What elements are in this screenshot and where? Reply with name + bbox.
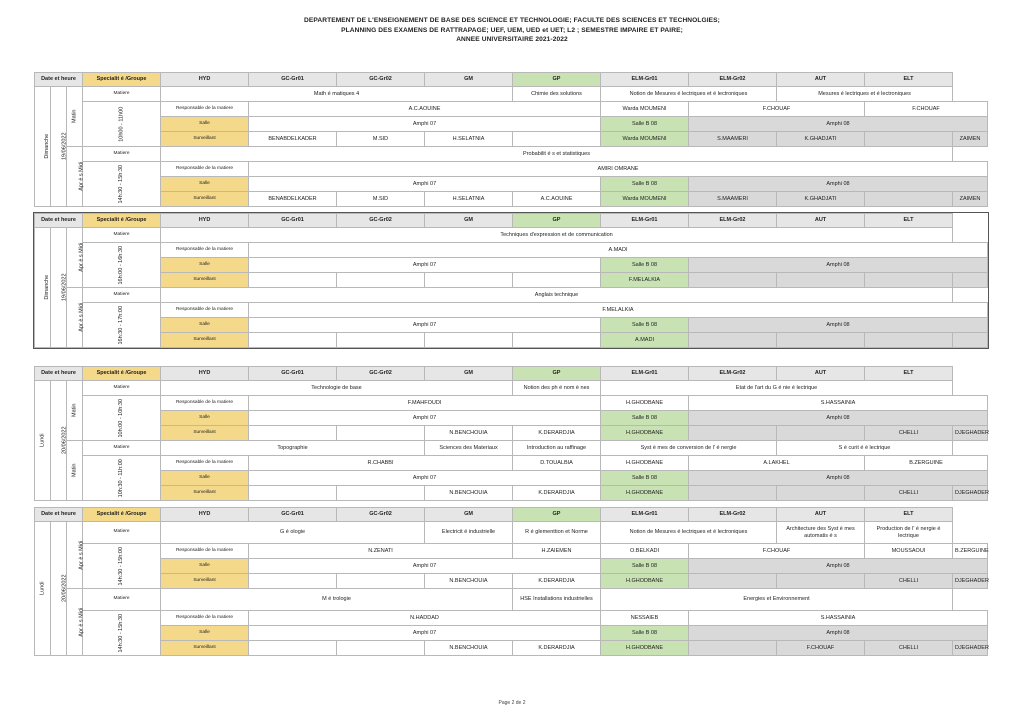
table-row — [35, 177, 988, 192]
matiere-cell: Math é matiques 4 — [161, 87, 513, 102]
responsable-cell: A.MADI — [249, 243, 988, 258]
matiere-cell: Mesures é lectriques et é lectroniques — [777, 87, 953, 102]
salle-cell: Amphi 07 — [249, 258, 601, 273]
col-gc-gr01: GC-Gr01 — [249, 214, 337, 228]
table-row — [35, 486, 988, 501]
surveillant-cell — [689, 426, 777, 441]
surveillant-cell: K.GHADJATI — [777, 192, 865, 207]
row-label: Surveillant — [161, 273, 249, 288]
col-gp: GP — [513, 508, 601, 522]
matiere-cell: Syst è mes de conversion de l' é nergie — [601, 441, 777, 456]
matiere-cell: Production de l' é nergie é lectrique — [865, 522, 953, 544]
time-cell: 14h:30 - 15h:30 — [83, 162, 161, 207]
surveillant-cell: M.SID — [337, 132, 425, 147]
period-cell: Apr è s Midi — [67, 228, 83, 288]
surveillant-cell — [689, 273, 777, 288]
col-elm-gr02: ELM-Gr02 — [689, 367, 777, 381]
salle-cell: Salle B 08 — [601, 411, 689, 426]
salle-cell: Salle B 08 — [601, 559, 689, 574]
responsable-cell: R.CHABBI — [249, 456, 513, 471]
surveillant-cell: H.SELATNIA — [425, 132, 513, 147]
row-label: Matiere — [83, 87, 161, 102]
surveillant-cell: H.GHODBANE — [601, 426, 689, 441]
salle-cell: Amphi 07 — [249, 471, 601, 486]
col-date-heure: Date et heure — [35, 508, 83, 522]
header-row — [35, 73, 988, 87]
row-label: Surveillant — [161, 333, 249, 348]
col-date-heure: Date et heure — [35, 367, 83, 381]
col-hyd: HYD — [161, 73, 249, 87]
surveillant-cell — [425, 333, 513, 348]
surveillant-cell — [513, 132, 601, 147]
salle-cell: Amphi 07 — [249, 318, 601, 333]
surveillant-cell: DJEGHADER — [953, 486, 988, 501]
surveillant-cell — [249, 273, 337, 288]
surveillant-cell: CHELLI — [865, 426, 953, 441]
row-label: Surveillant — [161, 486, 249, 501]
surveillant-cell — [513, 333, 601, 348]
period-cell: Matin — [67, 381, 83, 441]
col-aut: AUT — [777, 508, 865, 522]
row-label: Salle — [161, 318, 249, 333]
row-label: Responsable de la matiere — [161, 102, 249, 117]
row-label: Surveillant — [161, 641, 249, 656]
matiere-cell: Chimie des solutions — [513, 87, 601, 102]
surveillant-cell: N.BENCHOUIA — [425, 486, 513, 501]
matiere-cell: Etat de l'art du G é nie é lectrique — [601, 381, 953, 396]
matiere-cell: Architecture des Syst è mes automatis é s — [777, 522, 865, 544]
table-row — [35, 117, 988, 132]
table-row — [35, 626, 988, 641]
row-label: Salle — [161, 559, 249, 574]
matiere-cell: Introduction au raffinage — [513, 441, 601, 456]
surveillant-cell: DJEGHADER — [953, 574, 988, 589]
time-cell: 10h:00 - 10h:30 — [83, 396, 161, 441]
surveillant-cell: H.SELATNIA — [425, 192, 513, 207]
schedule-block-1 — [34, 72, 988, 207]
table-row — [35, 162, 988, 177]
salle-cell: Amphi 08 — [689, 626, 988, 641]
surveillant-cell — [865, 273, 953, 288]
surveillant-cell — [337, 273, 425, 288]
table-row — [35, 381, 988, 396]
surveillant-cell: ZAIMEN — [953, 132, 988, 147]
surveillant-cell — [777, 426, 865, 441]
table-row — [35, 318, 988, 333]
salle-cell: Salle B 08 — [601, 258, 689, 273]
row-label: Responsable de la matiere — [161, 456, 249, 471]
salle-cell: Amphi 08 — [689, 411, 988, 426]
col-date-heure: Date et heure — [35, 214, 83, 228]
matiere-cell: Probabilit é s et statistiques — [161, 147, 953, 162]
day-cell: Lundi — [35, 381, 51, 501]
matiere-cell: Topographie — [161, 441, 425, 456]
salle-cell: Salle B 08 — [601, 471, 689, 486]
period-cell: Matin — [67, 87, 83, 147]
row-label: Matiere — [83, 522, 161, 544]
surveillant-cell: K.DERARDJIA — [513, 426, 601, 441]
row-label: Responsable de la matiere — [161, 544, 249, 559]
table-row — [35, 611, 988, 626]
table-row — [35, 87, 988, 102]
col-hyd: HYD — [161, 508, 249, 522]
page-header — [0, 16, 1024, 45]
col-aut: AUT — [777, 214, 865, 228]
row-label: Responsable de la matiere — [161, 162, 249, 177]
surveillant-cell: A.C.AOUINE — [513, 192, 601, 207]
surveillant-cell — [777, 273, 865, 288]
time-cell: 14h:30 - 15h:00 — [83, 544, 161, 589]
surveillant-cell: S.MAAMERI — [689, 192, 777, 207]
col-elm-gr01: ELM-Gr01 — [601, 73, 689, 87]
surveillant-cell: K.DERARDJIA — [513, 486, 601, 501]
salle-cell: Salle B 08 — [601, 177, 689, 192]
row-label: Salle — [161, 117, 249, 132]
surveillant-cell: DJEGHADER — [953, 641, 988, 656]
responsable-cell: S.HASSAINIA — [689, 611, 988, 626]
table-row — [35, 589, 988, 611]
row-label: Salle — [161, 411, 249, 426]
surveillant-cell: M.SID — [337, 192, 425, 207]
time-cell: 16h:00 - 16h:30 — [83, 243, 161, 288]
responsable-cell: F.CHOUAF — [689, 544, 865, 559]
surveillant-cell: K.DERARDJIA — [513, 574, 601, 589]
surveillant-cell — [865, 333, 953, 348]
surveillant-cell — [689, 641, 777, 656]
table-row — [35, 441, 988, 456]
col-aut: AUT — [777, 73, 865, 87]
responsable-cell: F.MELALKIA — [249, 303, 988, 318]
matiere-cell: G é ologie — [161, 522, 425, 544]
row-label: Matiere — [83, 147, 161, 162]
matiere-cell: Anglais technique — [161, 288, 953, 303]
surveillant-cell: H.GHODBANE — [601, 641, 689, 656]
table-row — [35, 147, 988, 162]
header-line-1: DEPARTEMENT DE L'ENSEIGNEMENT DE BASE DES SCIENCE ET TECHNOLOGIE; FACULTE DES SCIENCES ET TECHNOLGIES; — [304, 17, 720, 24]
matiere-cell: R é glementtion et Norme — [513, 522, 601, 544]
col-elt: ELT — [865, 367, 953, 381]
salle-cell: Amphi 08 — [689, 318, 988, 333]
surveillant-cell: S.MAAMERI — [689, 132, 777, 147]
header-line-3: ANNEE UNIVERSITAIRE 2021-2022 — [456, 36, 568, 43]
surveillant-cell — [689, 574, 777, 589]
col-specialite: Specialit é /Groupe — [83, 367, 161, 381]
col-elm-gr02: ELM-Gr02 — [689, 508, 777, 522]
surveillant-cell: BENABDELKADER — [249, 192, 337, 207]
surveillant-cell: K.DERARDJIA — [513, 641, 601, 656]
period-cell: Apr è s Midi — [67, 147, 83, 207]
salle-cell: Amphi 08 — [689, 258, 988, 273]
surveillant-cell: DJEGHADER — [953, 426, 988, 441]
header-row — [35, 214, 988, 228]
surveillant-cell — [953, 273, 988, 288]
responsable-cell: N.HADDAD — [249, 611, 601, 626]
responsable-cell: B.ZERGUINE — [865, 456, 988, 471]
period-cell: Apr è s Midi — [67, 288, 83, 348]
surveillant-cell — [337, 333, 425, 348]
responsable-cell: F.CHOUAF — [689, 102, 865, 117]
table-row — [35, 243, 988, 258]
salle-cell: Amphi 07 — [249, 411, 601, 426]
row-label: Surveillant — [161, 574, 249, 589]
matiere-cell: M é trologie — [161, 589, 513, 611]
table-row — [35, 192, 988, 207]
table-row — [35, 544, 988, 559]
surveillant-cell — [689, 333, 777, 348]
salle-cell: Salle B 08 — [601, 117, 689, 132]
row-label: Surveillant — [161, 192, 249, 207]
col-gc-gr02: GC-Gr02 — [337, 214, 425, 228]
col-gc-gr01: GC-Gr01 — [249, 508, 337, 522]
row-label: Responsable de la matiere — [161, 611, 249, 626]
surveillant-cell — [777, 574, 865, 589]
table-row — [35, 333, 988, 348]
surveillant-cell: N.BENCHOUIA — [425, 641, 513, 656]
schedule-block-4 — [34, 507, 988, 656]
row-label: Salle — [161, 626, 249, 641]
salle-cell: Amphi 08 — [689, 559, 988, 574]
surveillant-cell — [249, 333, 337, 348]
surveillant-cell: CHELLI — [865, 641, 953, 656]
surveillant-cell — [425, 273, 513, 288]
table-row — [35, 522, 988, 544]
col-specialite: Specialit é /Groupe — [83, 214, 161, 228]
col-gm: GM — [425, 73, 513, 87]
table-row — [35, 273, 988, 288]
row-label: Responsable de la matiere — [161, 243, 249, 258]
col-hyd: HYD — [161, 367, 249, 381]
row-label: Surveillant — [161, 426, 249, 441]
matiere-cell: Notion de Mesures é lectriques et é lectroniques — [601, 87, 777, 102]
col-gp: GP — [513, 73, 601, 87]
surveillant-cell — [865, 132, 953, 147]
responsable-cell: NESSAIEB — [601, 611, 689, 626]
responsable-cell: A.C.AOUINE — [249, 102, 601, 117]
surveillant-cell: K.GHADJATI — [777, 132, 865, 147]
responsable-cell: S.HASSAINIA — [689, 396, 988, 411]
surveillant-cell: CHELLI — [865, 574, 953, 589]
surveillant-cell — [513, 273, 601, 288]
surveillant-cell — [249, 641, 337, 656]
schedule-block-3 — [34, 366, 988, 501]
salle-cell: Amphi 07 — [249, 117, 601, 132]
date-cell: 20/06/2022 — [51, 381, 67, 501]
period-cell: Matin — [67, 441, 83, 501]
col-specialite: Specialit é /Groupe — [83, 73, 161, 87]
matiere-cell: S é curit é é lectrique — [777, 441, 953, 456]
surveillant-cell — [953, 333, 988, 348]
time-cell: 14h:30 - 15h:30 — [83, 611, 161, 656]
table-row — [35, 102, 988, 117]
day-cell: Dimanche — [35, 228, 51, 348]
row-label: Matiere — [83, 589, 161, 611]
time-cell: 10h:30 - 11h:00 — [83, 456, 161, 501]
col-gc-gr01: GC-Gr01 — [249, 73, 337, 87]
table-row — [35, 641, 988, 656]
responsable-cell: H.GHODBANE — [601, 456, 689, 471]
col-gm: GM — [425, 214, 513, 228]
matiere-cell: Electricit é industrielle — [425, 522, 513, 544]
header-row — [35, 508, 988, 522]
col-hyd: HYD — [161, 214, 249, 228]
surveillant-cell — [249, 426, 337, 441]
responsable-cell: H.ZAIEMEN — [513, 544, 601, 559]
col-gm: GM — [425, 367, 513, 381]
surveillant-cell: Warda MOUMENI — [601, 192, 689, 207]
matiere-cell: Notion des ph é nom è nes — [513, 381, 601, 396]
surveillant-cell: H.GHODBANE — [601, 486, 689, 501]
responsable-cell: F.CHOUAF — [865, 102, 988, 117]
salle-cell: Amphi 08 — [689, 117, 988, 132]
surveillant-cell: CHELLI — [865, 486, 953, 501]
surveillant-cell: BENABDELKADER — [249, 132, 337, 147]
surveillant-cell — [865, 192, 953, 207]
surveillant-cell: ZAIMEN — [953, 192, 988, 207]
col-specialite: Specialit é /Groupe — [83, 508, 161, 522]
salle-cell: Salle B 08 — [601, 626, 689, 641]
row-label: Salle — [161, 258, 249, 273]
responsable-cell: D.TOUALBIA — [513, 456, 601, 471]
surveillant-cell — [337, 426, 425, 441]
matiere-cell: Sciences des Materiaux — [425, 441, 513, 456]
col-date-heure: Date et heure — [35, 73, 83, 87]
table-row — [35, 132, 988, 147]
col-elt: ELT — [865, 508, 953, 522]
row-label: Responsable de la matiere — [161, 396, 249, 411]
table-row — [35, 411, 988, 426]
table-row — [35, 288, 988, 303]
surveillant-cell — [337, 574, 425, 589]
col-elm-gr02: ELM-Gr02 — [689, 214, 777, 228]
surveillant-cell: F.CHOUAF — [777, 641, 865, 656]
responsable-cell: B.ZERGUINE — [953, 544, 988, 559]
time-cell: 16h:30 - 17h:00 — [83, 303, 161, 348]
table-row — [35, 396, 988, 411]
responsable-cell: H.GHODBANE — [601, 396, 689, 411]
col-gc-gr02: GC-Gr02 — [337, 73, 425, 87]
matiere-cell: Notion de Mesures é lectriques et é lectroniques — [601, 522, 777, 544]
surveillant-cell — [249, 486, 337, 501]
salle-cell: Amphi 07 — [249, 177, 601, 192]
salle-cell: Amphi 07 — [249, 559, 601, 574]
col-elt: ELT — [865, 73, 953, 87]
matiere-cell: Energies et Environnement — [601, 589, 953, 611]
col-gm: GM — [425, 508, 513, 522]
surveillant-cell — [249, 574, 337, 589]
surveillant-cell: F.MELALKIA — [601, 273, 689, 288]
table-row — [35, 559, 988, 574]
table-row — [35, 456, 988, 471]
responsable-cell: A.LAKHEL — [689, 456, 865, 471]
header-line-2: PLANNING DES EXAMENS DE RATTRAPAGE; UEF, UEM, UED et UET; L2 ; SEMESTRE IMPAIRE ET PAIRE; — [341, 26, 683, 34]
table-row — [35, 303, 988, 318]
table-row — [35, 426, 988, 441]
salle-cell: Amphi 08 — [689, 177, 988, 192]
matiere-cell: Technologie de base — [161, 381, 513, 396]
date-cell: 20/06/2022 — [51, 522, 67, 656]
header-row — [35, 367, 988, 381]
page-footer: Page 2 de 2 — [498, 700, 526, 706]
date-cell: 19/06/2022 — [51, 87, 67, 207]
row-label: Salle — [161, 177, 249, 192]
row-label: Responsable de la matiere — [161, 303, 249, 318]
schedule-block-2 — [34, 213, 988, 348]
row-label: Matiere — [83, 441, 161, 456]
surveillant-cell — [777, 486, 865, 501]
table-row — [35, 228, 988, 243]
row-label: Matiere — [83, 381, 161, 396]
col-gc-gr02: GC-Gr02 — [337, 508, 425, 522]
surveillant-cell — [777, 333, 865, 348]
col-elm-gr02: ELM-Gr02 — [689, 73, 777, 87]
surveillant-cell: N.BENCHOUIA — [425, 426, 513, 441]
row-label: Salle — [161, 471, 249, 486]
col-elt: ELT — [865, 214, 953, 228]
surveillant-cell — [337, 641, 425, 656]
surveillant-cell — [337, 486, 425, 501]
date-cell: 19/06/2022 — [51, 228, 67, 348]
day-cell: Lundi — [35, 522, 51, 656]
responsable-cell: F.MAHFOUDI — [249, 396, 601, 411]
table-row — [35, 258, 988, 273]
salle-cell: Salle B 08 — [601, 318, 689, 333]
col-elm-gr01: ELM-Gr01 — [601, 214, 689, 228]
surveillant-cell: H.GHODBANE — [601, 574, 689, 589]
col-elm-gr01: ELM-Gr01 — [601, 508, 689, 522]
surveillant-cell: N.BENCHOUIA — [425, 574, 513, 589]
salle-cell: Amphi 07 — [249, 626, 601, 641]
col-gc-gr01: GC-Gr01 — [249, 367, 337, 381]
table-row — [35, 471, 988, 486]
surveillant-cell: Warda MOUMENI — [601, 132, 689, 147]
responsable-cell: MOUSSAOUI — [865, 544, 953, 559]
matiere-cell: Techniques d'expression et de communication — [161, 228, 953, 243]
row-label: Matiere — [83, 228, 161, 243]
responsable-cell: O.BELKADI — [601, 544, 689, 559]
col-gc-gr02: GC-Gr02 — [337, 367, 425, 381]
responsable-cell: N.ZENATI — [249, 544, 513, 559]
surveillant-cell — [689, 486, 777, 501]
col-elm-gr01: ELM-Gr01 — [601, 367, 689, 381]
matiere-cell: HSE Installations industrielles — [513, 589, 601, 611]
time-cell: 10h00 - 11h00 — [83, 102, 161, 147]
salle-cell: Amphi 08 — [689, 471, 988, 486]
day-cell: Dimanche — [35, 87, 51, 207]
row-label: Surveillant — [161, 132, 249, 147]
col-gp: GP — [513, 214, 601, 228]
period-cell: Apr è s Midi — [67, 589, 83, 656]
col-gp: GP — [513, 367, 601, 381]
surveillant-cell: A.MADI — [601, 333, 689, 348]
responsable-cell: Warda MOUMENI — [601, 102, 689, 117]
row-label: Matiere — [83, 288, 161, 303]
table-row — [35, 574, 988, 589]
col-aut: AUT — [777, 367, 865, 381]
period-cell: Apr è s Midi — [67, 522, 83, 589]
responsable-cell: AMIRI OMRANE — [249, 162, 988, 177]
